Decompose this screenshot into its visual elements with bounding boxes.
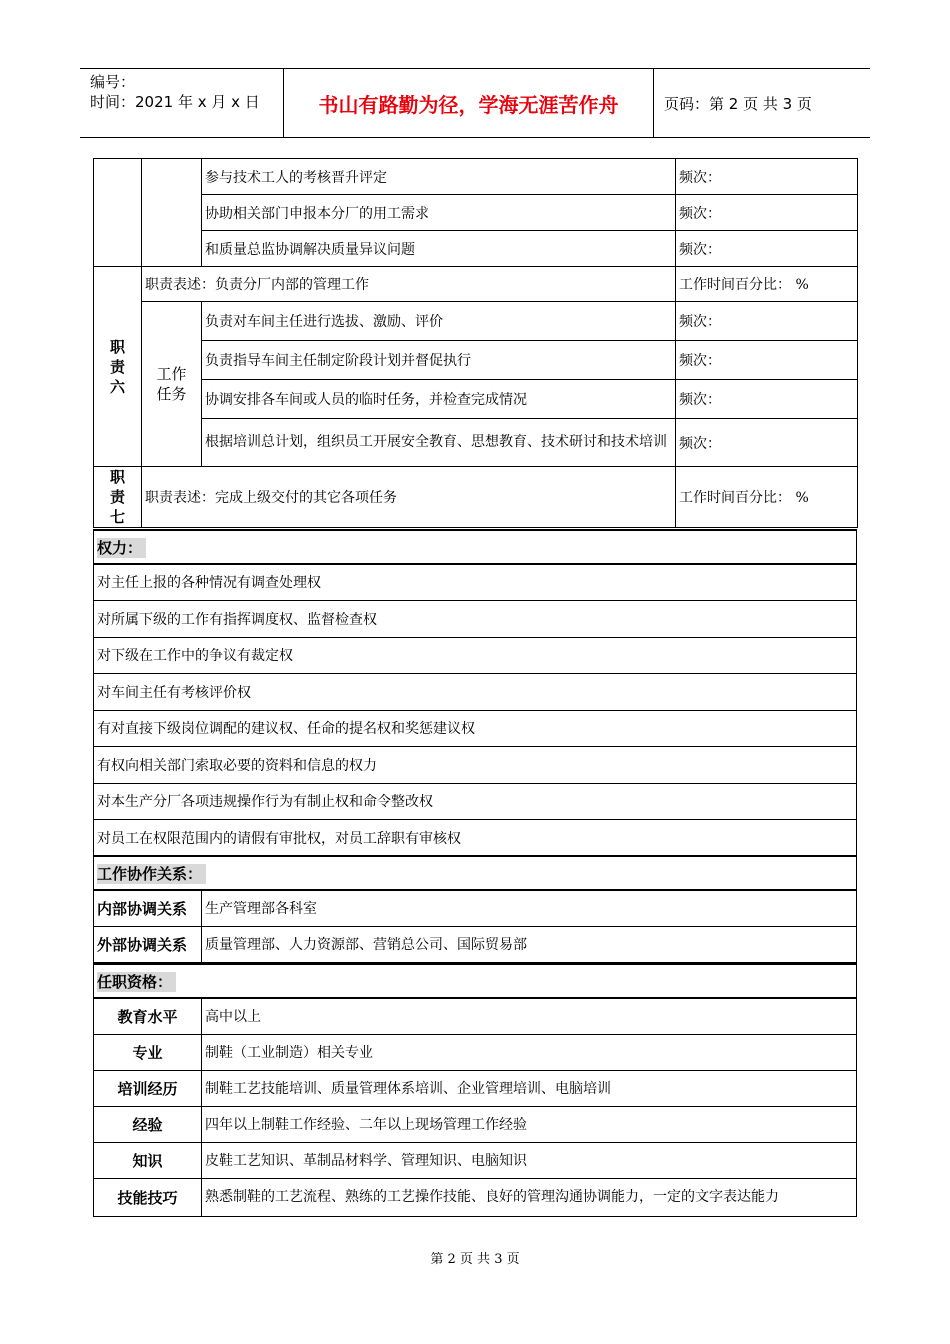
duty6-label — [94, 267, 142, 467]
duty-label-cell — [94, 159, 142, 267]
duty6-label-char: 六 — [109, 377, 125, 396]
header-motto: 书山有路勤为径，学海无涯苦作舟 — [284, 69, 654, 137]
table-row — [94, 600, 857, 637]
duty7-label-char: 责 — [109, 488, 125, 506]
task-label-line: 任务 — [156, 385, 187, 403]
power-item: 对主任上报的各种情况有调查处理权 — [94, 564, 857, 600]
qualification-label: 技能技巧 — [94, 1178, 202, 1216]
qualification-value: 制鞋（工业制造）相关专业 — [202, 1034, 857, 1070]
table-row — [94, 380, 858, 419]
task-frequency: 频次： — [676, 159, 858, 195]
task-text: 负责对车间主任进行选拔、激励、评价 — [202, 302, 676, 341]
table-row — [94, 267, 858, 302]
table-row — [94, 964, 857, 998]
document-number: 编号： — [90, 73, 136, 91]
table-row — [94, 302, 858, 341]
duty6-percentage: 工作时间百分比： % — [676, 267, 858, 302]
header-page-number: 页码：第 2 页 共 3 页 — [664, 94, 812, 113]
power-item: 有权向相关部门索取必要的资料和信息的权力 — [94, 746, 857, 783]
table-row — [94, 819, 857, 856]
table-row — [94, 673, 857, 710]
duty7-percentage: 工作时间百分比： % — [676, 467, 858, 528]
task-text: 根据培训总计划，组织员工开展安全教育、思想教育、技术研讨和技术培训 — [202, 419, 676, 467]
duty6-description: 职责表述：负责分厂内部的管理工作 — [142, 267, 676, 302]
table-row — [94, 467, 858, 528]
duty6-task-label — [142, 302, 202, 467]
table-row — [94, 637, 857, 673]
duty-table — [93, 158, 858, 528]
table-row — [94, 419, 858, 467]
task-frequency: 频次： — [676, 419, 858, 467]
qualification-label: 专业 — [94, 1034, 202, 1070]
task-label-line: 工作 — [156, 365, 187, 383]
document-date: 时间：2021 年 x 月 x 日 — [90, 93, 260, 111]
task-label-cell — [142, 159, 202, 267]
external-relations-value: 质量管理部、人力资源部、营销总公司、国际贸易部 — [202, 926, 857, 962]
task-frequency: 频次： — [676, 231, 858, 267]
duty7-description: 职责表述：完成上级交付的其它各项任务 — [142, 467, 676, 528]
powers-table — [93, 529, 857, 857]
page-footer: 第 2 页 共 3 页 — [430, 1252, 520, 1267]
qualification-label: 教育水平 — [94, 998, 202, 1034]
table-row — [94, 1178, 857, 1216]
duty6-label-char: 职 — [109, 337, 125, 356]
qualification-label: 知识 — [94, 1142, 202, 1178]
power-item: 对所属下级的工作有指挥调度权、监督检查权 — [94, 600, 857, 637]
external-relations-label: 外部协调关系 — [94, 926, 202, 962]
qualification-value: 制鞋工艺技能培训、质量管理体系培训、企业管理培训、电脑培训 — [202, 1070, 857, 1106]
task-text: 协助相关部门申报本分厂的用工需求 — [202, 195, 676, 231]
qualification-value: 熟悉制鞋的工艺流程、熟练的工艺操作技能、良好的管理沟通协调能力，一定的文字表达能力 — [202, 1178, 857, 1216]
table-row — [94, 783, 857, 819]
table-row — [94, 1034, 857, 1070]
duty7-label-char: 七 — [109, 508, 125, 526]
power-item: 对车间主任有考核评价权 — [94, 673, 857, 710]
table-row — [94, 341, 858, 380]
task-text: 和质量总监协调解决质量异议问题 — [202, 231, 676, 267]
table-row — [94, 530, 857, 564]
table-row — [94, 564, 857, 600]
relations-title: 工作协作关系： — [97, 864, 206, 884]
qualification-label: 培训经历 — [94, 1070, 202, 1106]
duty7-label-char: 职 — [109, 468, 125, 486]
qualifications-title-cell — [94, 964, 857, 998]
qualifications-table — [93, 963, 857, 1217]
relations-title-cell — [94, 856, 857, 890]
table-row — [94, 1106, 857, 1142]
task-text: 参与技术工人的考核晋升评定 — [202, 159, 676, 195]
table-row — [94, 746, 857, 783]
power-item: 对下级在工作中的争议有裁定权 — [94, 637, 857, 673]
table-row — [94, 1142, 857, 1178]
duty7-label — [94, 467, 142, 528]
internal-relations-value: 生产管理部各科室 — [202, 890, 857, 926]
task-frequency: 频次： — [676, 195, 858, 231]
qualification-label: 经验 — [94, 1106, 202, 1142]
powers-title-cell — [94, 530, 857, 564]
header-left — [80, 69, 284, 137]
task-text: 负责指导车间主任制定阶段计划并督促执行 — [202, 341, 676, 380]
task-frequency: 频次： — [676, 341, 858, 380]
qualification-value: 四年以上制鞋工作经验、二年以上现场管理工作经验 — [202, 1106, 857, 1142]
task-frequency: 频次： — [676, 380, 858, 419]
table-row — [94, 1070, 857, 1106]
table-row — [94, 195, 858, 231]
duty6-label-char: 责 — [109, 357, 125, 376]
power-item: 对本生产分厂各项违规操作行为有制止权和命令整改权 — [94, 783, 857, 819]
powers-title: 权力： — [97, 538, 146, 558]
table-row — [94, 856, 857, 890]
table-row — [94, 231, 858, 267]
task-text: 协调安排各车间或人员的临时任务，并检查完成情况 — [202, 380, 676, 419]
qualifications-title: 任职资格： — [97, 972, 176, 992]
table-row — [94, 159, 858, 195]
internal-relations-label: 内部协调关系 — [94, 890, 202, 926]
power-item: 有对直接下级岗位调配的建议权、任命的提名权和奖惩建议权 — [94, 710, 857, 746]
qualification-value: 高中以上 — [202, 998, 857, 1034]
table-row — [94, 890, 857, 926]
table-row — [94, 710, 857, 746]
relations-table — [93, 855, 857, 963]
table-row — [94, 926, 857, 962]
power-item: 对员工在权限范围内的请假有审批权，对员工辞职有审核权 — [94, 819, 857, 856]
page-header — [80, 68, 870, 138]
table-row — [94, 998, 857, 1034]
qualification-value: 皮鞋工艺知识、革制品材料学、管理知识、电脑知识 — [202, 1142, 857, 1178]
task-frequency: 频次： — [676, 302, 858, 341]
